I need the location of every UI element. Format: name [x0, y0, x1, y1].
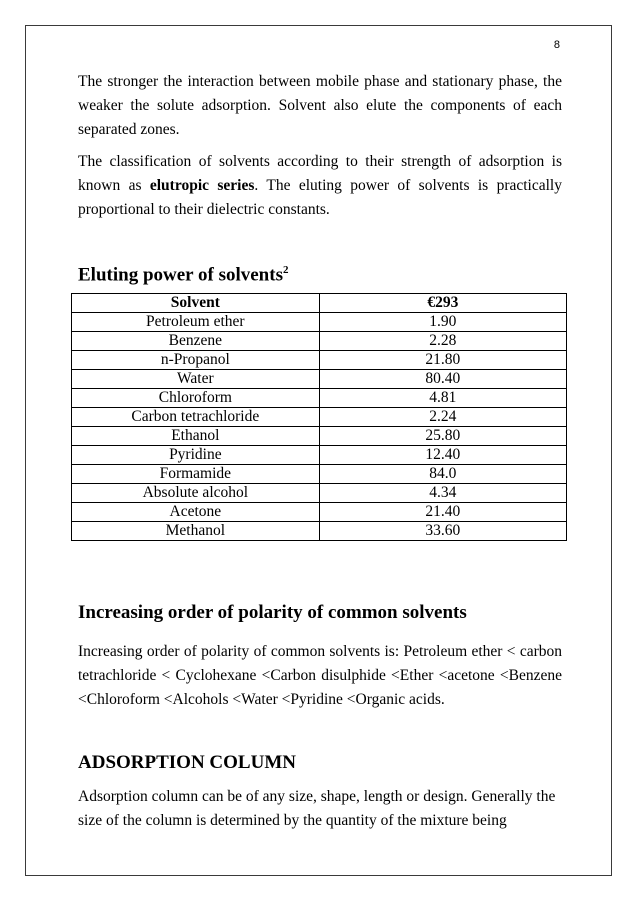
paragraph-adsorption	[78, 785, 562, 833]
eluting-power-table	[71, 293, 567, 541]
paragraph-polarity	[78, 640, 562, 712]
heading-3: ADSORPTION COLUMN	[78, 752, 296, 773]
solvent-cell: Carbon tetrachloride	[72, 408, 320, 427]
paragraph-3: Increasing order of polarity of common solvents is: Petroleum ether < carbon tetrachloride < Cyclohexane <Carbon disulphide <Ether <acetone <Benzene <Chloroform <Alcohols <Water <Pyridine <Organic acids.	[78, 643, 562, 708]
heading-adsorption	[78, 751, 562, 775]
solvent-cell: Petroleum ether	[72, 313, 320, 332]
value-cell: 25.80	[319, 427, 566, 446]
value-cell: 4.34	[319, 484, 566, 503]
table-row	[72, 484, 567, 503]
heading-2: Increasing order of polarity of common solvents	[78, 602, 467, 623]
value-cell: 33.60	[319, 522, 566, 541]
page-number: 8	[553, 39, 560, 51]
table-row	[72, 389, 567, 408]
table-row	[72, 351, 567, 370]
solvent-cell: Pyridine	[72, 446, 320, 465]
solvent-cell: Benzene	[72, 332, 320, 351]
heading-1	[78, 258, 562, 287]
elutropic-series-term: elutropic series	[149, 177, 255, 194]
solvent-cell: Ethanol	[72, 427, 320, 446]
heading-1-text: Eluting power of solvents	[78, 264, 283, 286]
heading-1-superscript: 2	[282, 264, 289, 276]
table-row	[72, 522, 567, 541]
table-header-row	[72, 294, 567, 313]
table-row	[72, 427, 567, 446]
paragraph-4: Adsorption column can be of any size, shape, length or design. Generally the size of the column is determined by the quantity of the mixture being	[78, 788, 556, 829]
table-row	[72, 446, 567, 465]
value-cell: 4.81	[319, 389, 566, 408]
table-row	[72, 313, 567, 332]
paragraph-elutropic	[78, 150, 562, 222]
table-row	[72, 408, 567, 427]
solvent-cell: n-Propanol	[72, 351, 320, 370]
value-cell: 2.24	[319, 408, 566, 427]
value-cell: 2.28	[319, 332, 566, 351]
solvent-cell: Acetone	[72, 503, 320, 522]
solvent-cell: Chloroform	[72, 389, 320, 408]
paragraph-2-pre: The classification of solvents according to their strength of adsorption is known as	[78, 153, 562, 194]
solvent-cell: Water	[72, 370, 320, 389]
table-row	[72, 370, 567, 389]
value-cell: 1.90	[319, 313, 566, 332]
paragraph-2-post: . The eluting power of solvents is practically proportional to their dielectric constants.	[78, 177, 562, 218]
solvent-cell: Formamide	[72, 465, 320, 484]
value-cell: 12.40	[319, 446, 566, 465]
table-row	[72, 465, 567, 484]
value-cell: 84.0	[319, 465, 566, 484]
solvent-cell: Methanol	[72, 522, 320, 541]
value-cell: 21.40	[319, 503, 566, 522]
solvent-cell: Absolute alcohol	[72, 484, 320, 503]
value-cell: 80.40	[319, 370, 566, 389]
heading-eluting-power	[78, 258, 562, 287]
table-row	[72, 332, 567, 351]
column-header-value: €293	[319, 294, 566, 313]
paragraph-interaction	[78, 70, 562, 142]
column-header-solvent: Solvent	[72, 294, 320, 313]
value-cell: 21.80	[319, 351, 566, 370]
paragraph-1: The stronger the interaction between mobile phase and stationary phase, the weaker the solute adsorption. Solvent also elute the components of each separated zones.	[78, 73, 562, 138]
heading-polarity	[78, 601, 562, 625]
paragraph-2	[78, 150, 562, 222]
table-row	[72, 503, 567, 522]
